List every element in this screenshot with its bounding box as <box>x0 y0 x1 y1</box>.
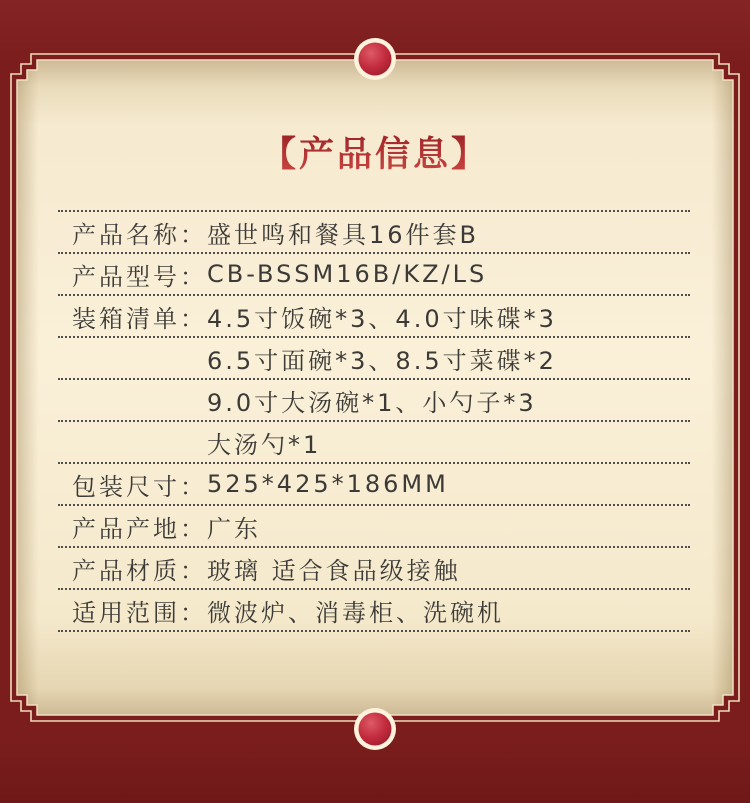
row-value: 大汤勺*1 <box>207 430 322 459</box>
table-row <box>58 296 690 338</box>
row-value: CB-BSSM16B/KZ/LS <box>207 260 488 288</box>
page-title: 【产品信息】 <box>0 127 750 177</box>
row-value: 525*425*186MM <box>207 470 449 498</box>
row-label: 装箱清单： <box>72 304 207 333</box>
table-row <box>58 422 690 464</box>
table-row <box>58 590 690 632</box>
row-value: 广东 <box>207 514 261 543</box>
row-label: 适用范围： <box>72 598 207 627</box>
table-row <box>58 548 690 590</box>
table-row <box>58 464 690 506</box>
row-label: 产品型号： <box>72 262 207 291</box>
row-value: 微波炉、消毒柜、洗碗机 <box>207 598 504 627</box>
row-label: 产品名称： <box>72 220 207 249</box>
row-value: 玻璃 适合食品级接触 <box>207 556 461 585</box>
table-row <box>58 338 690 380</box>
table-row <box>58 380 690 422</box>
row-value: 盛世鸣和餐具16件套B <box>207 220 480 249</box>
row-label: 包装尺寸： <box>72 472 207 501</box>
spec-table <box>58 210 690 632</box>
row-value: 4.5寸饭碗*3、4.0寸味碟*3 <box>207 304 557 333</box>
row-label: 产品材质： <box>72 556 207 585</box>
row-label: 产品产地： <box>72 514 207 543</box>
table-row <box>58 254 690 296</box>
row-value: 9.0寸大汤碗*1、小勺子*3 <box>207 388 537 417</box>
row-value: 6.5寸面碗*3、8.5寸菜碟*2 <box>207 346 557 375</box>
table-row <box>58 506 690 548</box>
table-row <box>58 212 690 254</box>
